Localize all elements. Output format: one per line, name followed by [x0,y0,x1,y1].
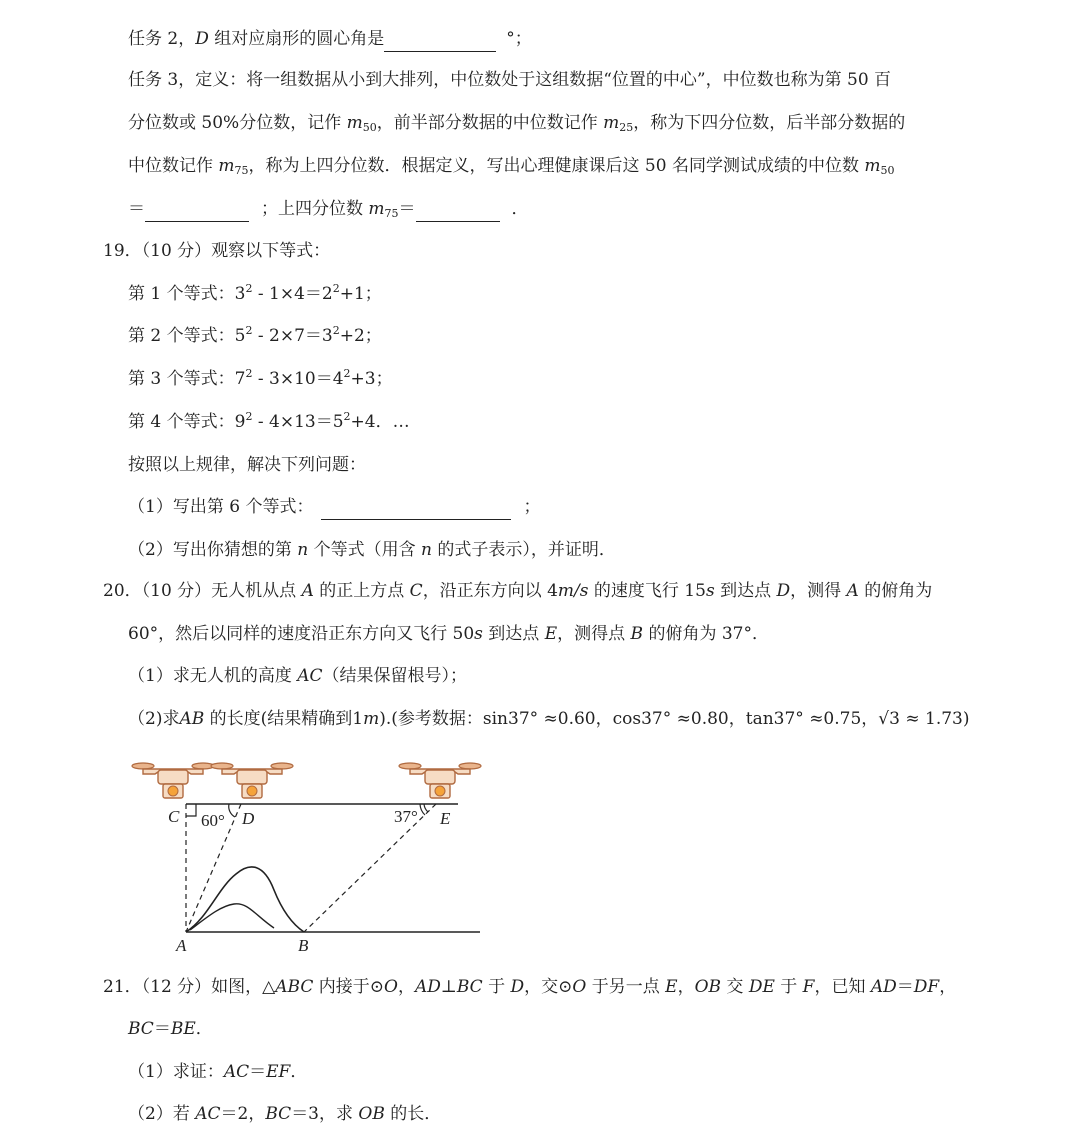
eq-tail: +3； [350,369,393,389]
eq-body: - 2×7＝3 [252,326,333,346]
drone-icon-c [132,763,214,798]
label-e: E [440,809,451,828]
q19-part2-text: 的式子表示），并证明． [431,540,616,560]
period: ． [195,1019,213,1039]
var-m: m [346,113,363,133]
unit-m: m [363,709,380,729]
eq-tail: +2； [339,326,382,346]
task2-suffix: °； [506,29,532,49]
period: ． [511,199,529,219]
q21-text: 的长． [384,1104,442,1124]
q19-eq1 [128,281,382,307]
q21-text: （1）求证： [128,1062,224,1082]
q21-text: 于另一点 [586,977,666,997]
var-m: m [864,156,881,176]
circle-o: O [572,977,587,997]
segment-de: DE [748,977,775,997]
q19-part2-text: （2）写出你猜想的第 [128,540,298,560]
drone-icon-e [399,763,481,798]
q20-text: 的俯角为 [858,581,933,601]
segment-ad: AD [414,977,441,997]
task3-text: 中位数记作 [128,156,219,176]
q20-text: （1）求无人机的高度 [128,666,298,686]
point-a: A [301,581,314,601]
q21-text: ， [397,977,415,997]
eq-label: 第 3 个等式： [128,369,235,389]
segment-ob: OB [694,977,721,997]
unit-s: s [474,624,483,644]
q21-text: ， [939,977,957,997]
eq-power: 2 [343,410,351,423]
task3-line3 [128,153,895,179]
q19-part2-text: 个等式（用含 [308,540,421,560]
q21-part2 [128,1101,441,1127]
point-e: E [665,977,678,997]
q20-line2 [128,621,769,647]
point-d: D [510,977,525,997]
task3-text: ，称为下四分位数，后半部分数据的 [633,113,906,133]
q20-text: 的正上方点 [313,581,410,601]
label-d: D [242,809,255,828]
point-a: A [846,581,859,601]
task3-text: ，称为上四分位数．根据定义，写出心理健康课后这 50 名同学测试成绩的中位数 [248,156,865,176]
q21-text: ＝2， [220,1104,266,1124]
q19-part1-text: （1）写出第 6 个等式： [128,497,314,517]
q19-part2 [128,537,616,563]
eq-label: 第 4 个等式： [128,412,235,432]
equals: ＝ [398,199,416,219]
task3-text: ；上四分位数 [261,199,369,219]
eq-label: 第 1 个等式： [128,284,235,304]
segment-ob: OB [358,1104,385,1124]
label-c: C [168,807,180,826]
angle-arc-d [229,804,235,817]
median-blank[interactable] [145,201,249,222]
eq-power: 2 [245,324,253,337]
segment-ef: EF [266,1062,291,1082]
q21-line1 [103,974,956,1000]
eq-tail: +1； [339,284,382,304]
q21-part1 [128,1059,307,1085]
equals: ＝ [896,977,914,997]
q21-text: 内接于⊙ [313,977,384,997]
drone-icon-d [211,763,293,798]
point-c: C [409,581,423,601]
q20-text: 到达点 [482,624,545,644]
point-e: E [544,624,558,644]
sqrt3: √3 [878,709,900,729]
q20-text: 60°，然后以同样的速度沿正东方向又飞行 50 [128,624,475,644]
segment-ac: AC [195,1104,221,1124]
angle-arc-e [424,804,428,812]
equals: ＝ [249,1062,267,1082]
eq-base: 3 [234,284,246,304]
label-37: 37° [394,807,418,826]
var-m: m [603,113,620,133]
sub-50: 50 [362,121,377,134]
sub-25: 25 [619,121,634,134]
q20-text: （2)求 [128,709,180,729]
eq-tail: +4．… [350,412,410,432]
eq-power: 2 [332,324,340,337]
equals: ＝ [128,199,145,219]
unit-s: s [705,581,715,601]
q19-eq4 [128,409,410,435]
q20-text: （结果保留根号）； [322,666,468,686]
var-n: n [421,540,432,560]
eq-power: 2 [245,410,253,423]
q20-part2 [128,706,970,732]
segment-be: BE [170,1019,196,1039]
q20-text: ，沿正东方向以 4 [422,581,558,601]
q21-text: 21．（12 分）如图，△ [103,977,276,997]
segment-bc: BC [265,1104,292,1124]
q20-part1 [128,663,467,689]
q21-text: ， [677,977,695,997]
task2-blank[interactable] [384,31,496,52]
label-b: B [298,936,309,955]
task3-line1: 任务 3，定义：将一组数据从小到大排列，中位数处于这组数据“位置的中心”，中位数也称为第 50 百 [128,70,892,90]
q20-text: ，测得点 [557,624,631,644]
q20-line1 [103,578,932,604]
q21-text: 于 [774,977,803,997]
period: ． [290,1062,308,1082]
eq-base: 7 [234,369,246,389]
label-a: A [176,936,187,955]
eq-power: 2 [245,282,253,295]
task2-line [128,26,532,52]
eq-power: 2 [245,367,253,380]
mountain-outer [186,867,304,932]
q20-text: 的俯角为 37°． [643,624,769,644]
label-60: 60° [201,811,225,830]
right-angle-mark [186,804,196,816]
task3-text: 分位数或 50%分位数，记作 [128,113,347,133]
q21-text: ，交⊙ [524,977,573,997]
var-m: m [368,199,385,219]
task3-line4 [128,196,529,222]
perp-symbol: ⊥ [440,977,457,997]
q21-text: ＝3，求 [291,1104,359,1124]
sub-75: 75 [384,207,399,220]
q19-eq3 [128,366,393,392]
q20-text: 到达点 [714,581,777,601]
task2-text: 组对应扇形的圆心角是 [208,29,385,49]
q21-text: ，已知 [814,977,871,997]
segment-ab: AB [179,709,205,729]
point-b: B [630,624,644,644]
eq-label: 第 2 个等式： [128,326,235,346]
segment-df: DF [913,977,940,997]
q21-text: （2）若 [128,1104,196,1124]
point-f: F [802,977,815,997]
var-n: n [297,540,309,560]
task3-line2 [128,110,905,136]
task2-var: D [195,29,209,49]
q19-eq2 [128,323,382,349]
eq-base: 5 [234,326,246,346]
q19-rule: 按照以上规律，解决下列问题： [128,455,366,475]
eq-body: - 1×4＝2 [252,284,333,304]
q20-text: 的速度飞行 15 [588,581,706,601]
q19-answer-blank[interactable] [321,499,511,520]
sub-75: 75 [234,164,249,177]
semicolon: ； [523,497,541,517]
eq-power: 2 [343,367,351,380]
triangle-abc: ABC [275,977,314,997]
q20-text: 的长度(结果精确到1 [204,709,364,729]
q21-text: 交 [721,977,749,997]
segment-ac: AC [223,1062,250,1082]
q20-text: ，测得 [790,581,847,601]
var-m: m [218,156,235,176]
eq-body: - 3×10＝4 [252,369,344,389]
q21-text: 于 [482,977,511,997]
q19-header: 19．（10 分）观察以下等式： [103,241,331,261]
point-d: D [776,581,791,601]
drone-figure [128,748,488,958]
segment-bc: BC [456,977,483,997]
eq-power: 2 [332,282,340,295]
quartile-blank[interactable] [416,201,500,222]
eq-base: 9 [234,412,246,432]
unit-ms: m/s [557,581,589,601]
task2-prefix: 任务 2， [128,29,196,49]
q20-text: 20．（10 分）无人机从点 [103,581,302,601]
q20-text: ≈ 1.73) [899,709,970,729]
q20-text: ).(参考数据：sin37° ≈0.60，cos37° ≈0.80，tan37° ≈0.75， [379,709,879,729]
equals: ＝ [153,1019,171,1039]
sub-50: 50 [880,164,895,177]
segment-ad: AD [870,977,897,997]
q19-part1 [128,494,540,520]
q21-line2 [128,1016,213,1042]
eq-body: - 4×13＝5 [252,412,344,432]
task3-text: ，前半部分数据的中位数记作 [376,113,604,133]
segment-ac: AC [297,666,323,686]
circle-o: O [384,977,398,997]
segment-bc: BC [128,1019,154,1039]
